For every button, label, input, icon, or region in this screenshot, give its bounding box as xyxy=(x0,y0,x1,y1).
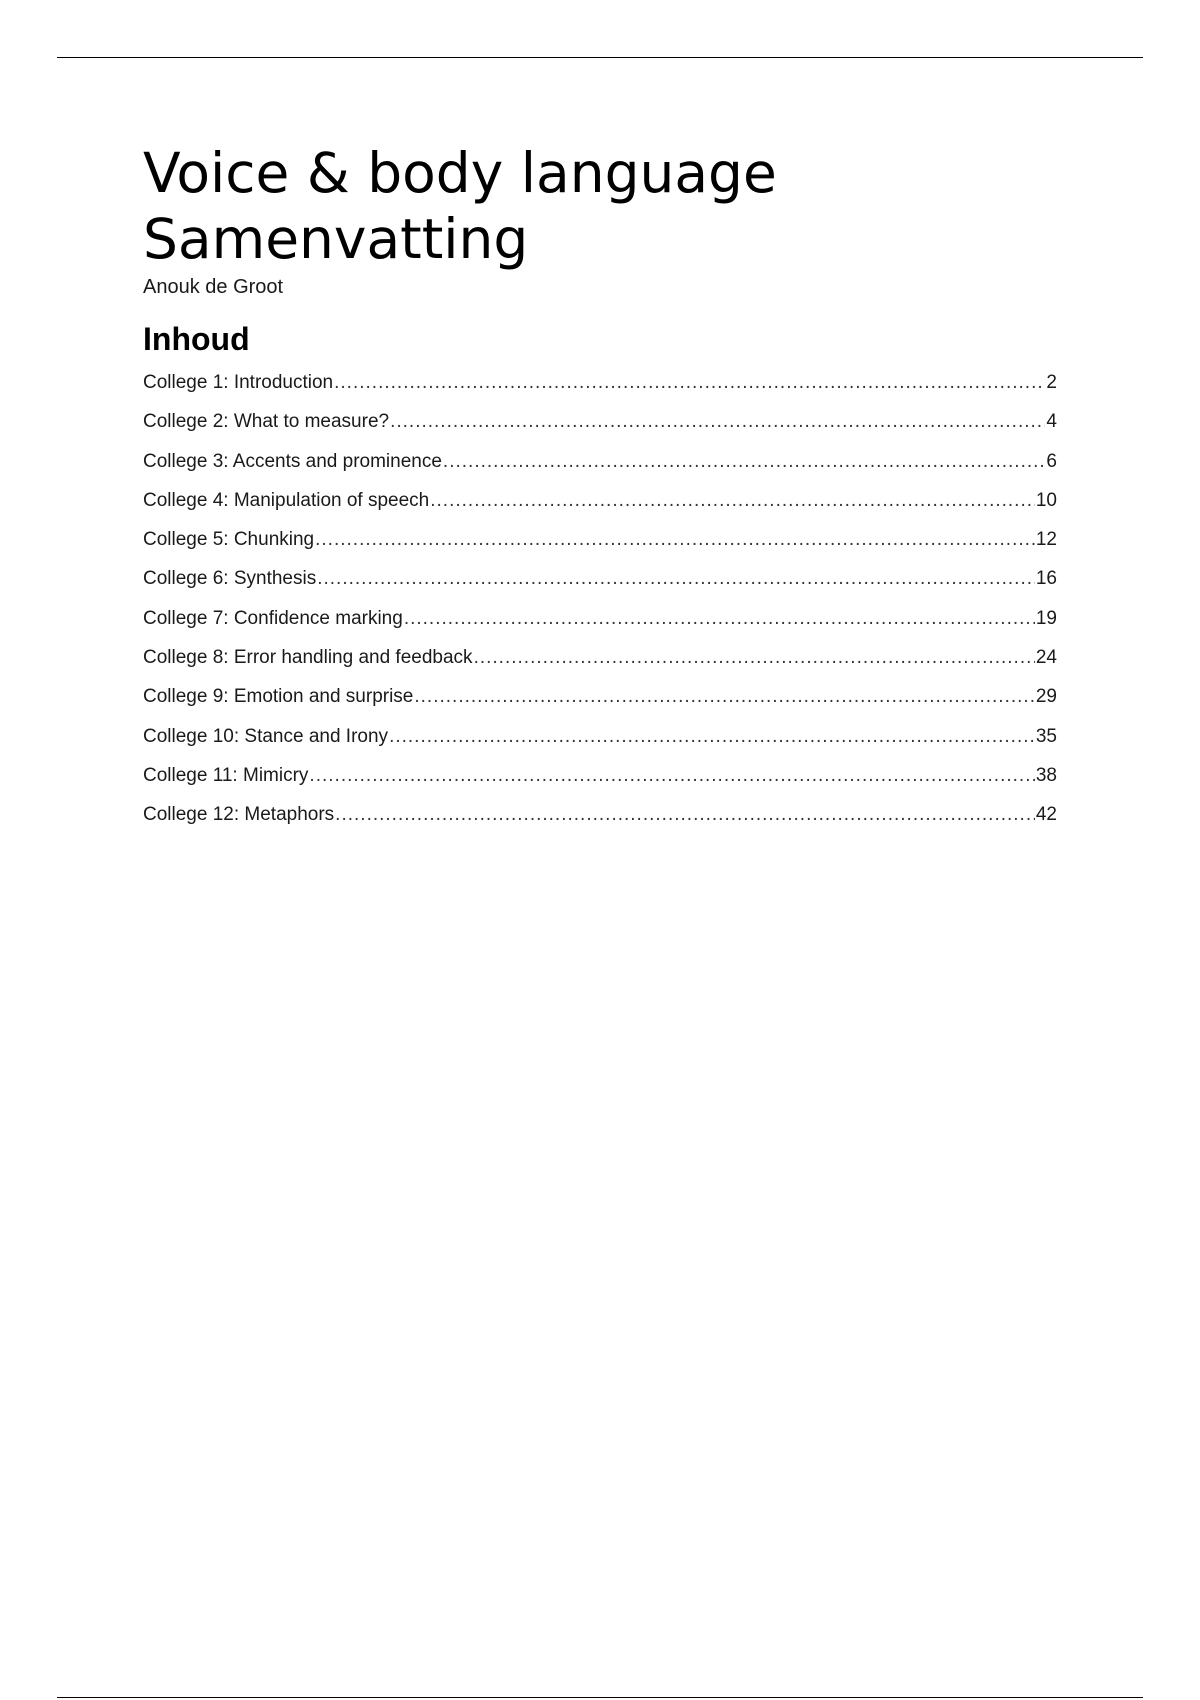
toc-page-number: 10 xyxy=(1035,489,1057,511)
toc-dot-leader xyxy=(414,686,1034,708)
toc-page-number: 24 xyxy=(1035,647,1057,669)
document-title-line-2: Samenvatting xyxy=(143,207,529,271)
toc-page-number: 19 xyxy=(1035,607,1057,629)
toc-entry-college-3[interactable] xyxy=(143,451,1057,490)
toc-entry-college-9[interactable] xyxy=(143,686,1057,725)
toc-dot-leader xyxy=(474,647,1035,669)
toc-dot-leader xyxy=(390,411,1045,433)
toc-entry-label: College 3: Accents and prominence xyxy=(143,450,442,472)
toc-entry-label: College 12: Metaphors xyxy=(143,804,335,826)
document-title-line-1: Voice & body language xyxy=(143,141,777,205)
toc-page-number: 42 xyxy=(1035,804,1057,826)
toc-entry-label: College 1: Introduction xyxy=(143,372,334,393)
author-name: Anouk de Groot xyxy=(143,276,284,298)
toc-entry-label: College 8: Error handling and feedback xyxy=(143,647,473,669)
toc-dot-leader xyxy=(404,608,1035,630)
document-title xyxy=(143,140,1057,272)
toc-entry-college-5[interactable] xyxy=(143,529,1057,568)
header-rule xyxy=(57,57,1143,58)
toc-entry-college-6[interactable] xyxy=(143,568,1057,607)
toc-entry-college-7[interactable] xyxy=(143,608,1057,647)
toc-entry-label: College 2: What to measure? xyxy=(143,411,390,433)
toc-entry-label: College 9: Emotion and surprise xyxy=(143,686,414,708)
toc-entry-label: College 11: Mimicry xyxy=(143,764,309,786)
toc-page-number: 6 xyxy=(1046,450,1057,472)
toc-entry-college-4[interactable] xyxy=(143,490,1057,529)
toc-dot-leader xyxy=(334,372,1045,394)
toc-entry-college-12[interactable] xyxy=(143,804,1057,843)
toc-page-number: 38 xyxy=(1035,764,1057,786)
toc-page-number: 2 xyxy=(1046,372,1057,393)
toc-dot-leader xyxy=(430,490,1035,512)
toc-entry-college-11[interactable] xyxy=(143,765,1057,804)
page-content xyxy=(143,140,1057,844)
toc-dot-leader xyxy=(389,726,1035,748)
toc-page-number: 35 xyxy=(1035,725,1057,747)
toc-entry-label: College 6: Synthesis xyxy=(143,568,317,590)
toc-page-number: 4 xyxy=(1046,411,1057,433)
toc-page-number: 16 xyxy=(1035,568,1057,590)
footer-rule xyxy=(57,1697,1143,1698)
toc-page-number: 29 xyxy=(1035,686,1057,708)
toc-heading: Inhoud xyxy=(143,321,250,357)
toc-page-number: 12 xyxy=(1035,529,1057,551)
toc-dot-leader xyxy=(315,529,1035,551)
toc-entry-label: College 5: Chunking xyxy=(143,529,315,551)
toc-entry-label: College 10: Stance and Irony xyxy=(143,725,389,747)
toc-dot-leader xyxy=(443,451,1046,473)
toc-dot-leader xyxy=(335,804,1035,826)
toc-dot-leader xyxy=(317,568,1035,590)
toc-entry-label: College 7: Confidence marking xyxy=(143,607,403,629)
toc-entry-college-8[interactable] xyxy=(143,647,1057,686)
toc-entry-college-2[interactable] xyxy=(143,411,1057,450)
toc-entry-college-10[interactable] xyxy=(143,726,1057,765)
toc-dot-leader xyxy=(309,765,1034,787)
table-of-contents xyxy=(143,372,1057,844)
toc-entry-college-1[interactable] xyxy=(143,372,1057,411)
toc-entry-label: College 4: Manipulation of speech xyxy=(143,489,430,511)
